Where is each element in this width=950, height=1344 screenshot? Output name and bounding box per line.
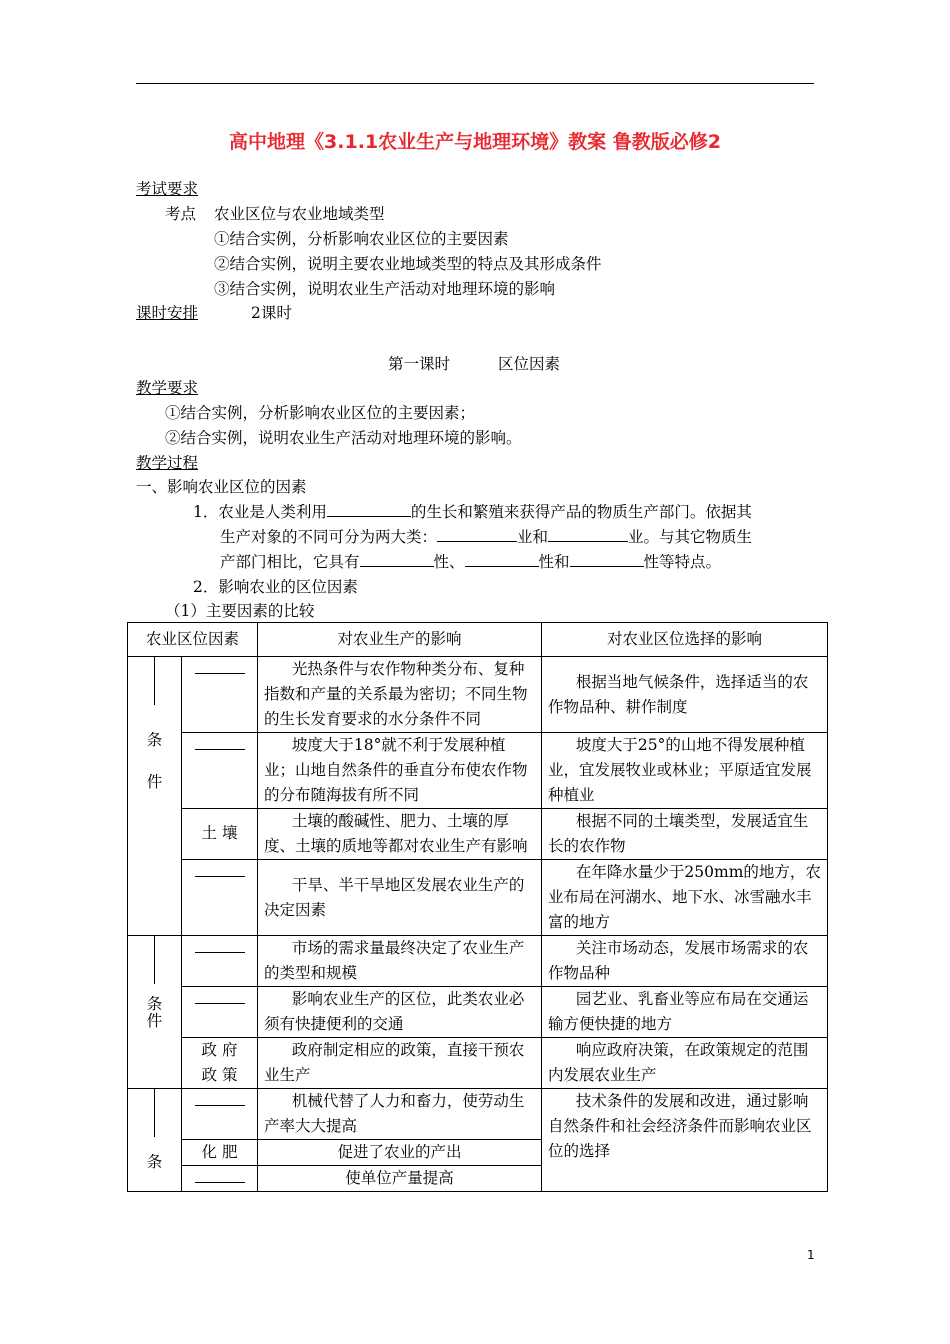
fill-blank [195, 737, 245, 750]
choice-cell: 园艺业、乳畜业等应布局在交通运输方便快捷的地方 [542, 987, 828, 1038]
factor-cell [182, 1038, 258, 1089]
text-segment: 业和 [517, 528, 549, 546]
paragraph-line: （1）主要因素的比较 [165, 602, 315, 620]
factor-cell: 化 肥 [182, 1140, 258, 1166]
column-header: 对农业区位选择的影响 [542, 623, 828, 657]
group-label-cell [128, 1089, 182, 1192]
lesson-title: 第一课时 [388, 355, 451, 373]
group-label-cell [128, 936, 182, 1089]
fill-blank [154, 936, 155, 984]
choice-cell: 根据当地气候条件，选择适当的农作物品种、耕作制度 [542, 657, 828, 733]
fill-blank [195, 991, 245, 1004]
exam-heading: 考试要求 [136, 180, 199, 198]
schedule-value: 2课时 [251, 304, 292, 322]
schedule-heading: 课时安排 [136, 304, 199, 322]
table-row [128, 657, 828, 733]
group-label: 件 [146, 773, 163, 791]
effect-cell: 光热条件与农作物种类分布、复种指数和产量的关系最为密切；不同生物的生长发育要求的水分条件不同 [258, 657, 542, 733]
lesson-subtitle: 区位因素 [498, 355, 561, 373]
factor-cell [182, 987, 258, 1038]
group-label-cell [128, 657, 182, 936]
factor-cell [182, 1089, 258, 1140]
factor-cell [182, 1166, 258, 1192]
fill-blank [465, 552, 539, 567]
factor-cell [182, 733, 258, 809]
paragraph-line: 2．影响农业的区位因素 [193, 578, 358, 596]
teaching-heading: 教学要求 [136, 379, 199, 397]
fill-blank [327, 502, 411, 517]
exam-item: ①结合实例，分析影响农业区位的主要因素 [214, 230, 509, 248]
paragraph-line [193, 500, 752, 522]
table-row [128, 860, 828, 936]
table-row [128, 987, 828, 1038]
effect-cell: 土壤的酸碱性、肥力、土壤的厚度、土壤的质地等都对农业生产有影响 [258, 809, 542, 860]
process-heading: 教学过程 [136, 454, 199, 472]
table-row [128, 809, 828, 860]
fill-blank [154, 657, 155, 705]
choice-cell: 在年降水量少于250mm的地方，农业布局在河湖水、地下水、冰雪融水丰富的地方 [542, 860, 828, 936]
section-heading: 一、影响农业区位的因素 [136, 478, 307, 496]
fill-blank [195, 940, 245, 953]
fill-blank [195, 864, 245, 877]
table-row [128, 1089, 828, 1140]
effect-cell: 使单位产量提高 [258, 1166, 542, 1192]
fill-blank [437, 527, 517, 542]
effect-cell: 政府制定相应的政策，直接干预农业生产 [258, 1038, 542, 1089]
choice-cell: 根据不同的土壤类型，发展适宜生长的农作物 [542, 809, 828, 860]
group-label: 条 [146, 1153, 163, 1171]
choice-cell: 关注市场动态，发展市场需求的农作物品种 [542, 936, 828, 987]
fill-blank [195, 1093, 245, 1106]
teaching-item: ②结合实例，说明农业生产活动对地理环境的影响。 [165, 429, 522, 447]
effect-cell: 机械代替了人力和畜力，使劳动生产率大大提高 [258, 1089, 542, 1140]
text-segment: 业。与其它物质生 [628, 528, 753, 546]
group-label: 条 [146, 995, 163, 1013]
text-segment: 性等特点。 [643, 553, 722, 571]
factor-comparison-table [127, 622, 828, 1192]
page-number: 1 [807, 1248, 815, 1262]
factor-cell [182, 936, 258, 987]
factor-label: 政 府 [201, 1041, 238, 1059]
fill-blank [360, 552, 434, 567]
effect-cell: 市场的需求量最终决定了农业生产的类型和规模 [258, 936, 542, 987]
effect-cell: 促进了农业的产出 [258, 1140, 542, 1166]
fill-blank [570, 552, 644, 567]
table-header-row [128, 623, 828, 657]
choice-cell: 响应政府决策，在政策规定的范围内发展农业生产 [542, 1038, 828, 1089]
factor-label: 政 策 [201, 1066, 238, 1084]
text-segment: 性和 [538, 553, 570, 571]
effect-cell: 干旱、半干旱地区发展农业生产的决定因素 [258, 860, 542, 936]
table-row [128, 936, 828, 987]
factor-cell [182, 860, 258, 936]
header-rule [136, 83, 814, 84]
text-segment: 生产对象的不同可分为两大类： [220, 528, 438, 546]
fill-blank [154, 1089, 155, 1137]
teaching-item: ①结合实例，分析影响农业区位的主要因素； [165, 404, 476, 422]
exam-point-label: 考点 [165, 205, 197, 223]
exam-point: 农业区位与农业地域类型 [214, 205, 385, 223]
fill-blank [548, 527, 628, 542]
choice-cell: 坡度大于25°的山地不得发展种植业，宜发展牧业或林业；平原适宜发展种植业 [542, 733, 828, 809]
text-segment: 1．农业是人类利用 [193, 503, 327, 521]
column-header: 对农业生产的影响 [258, 623, 542, 657]
fill-blank [195, 661, 245, 674]
group-label: 件 [146, 1012, 163, 1030]
exam-item: ②结合实例，说明主要农业地域类型的特点及其形成条件 [214, 255, 602, 273]
fill-blank [195, 1170, 245, 1183]
paragraph-line [220, 525, 752, 547]
column-header: 农业区位因素 [128, 623, 258, 657]
effect-cell: 影响农业生产的区位，此类农业必须有快捷便利的交通 [258, 987, 542, 1038]
choice-cell: 技术条件的发展和改进，通过影响自然条件和社会经济条件而影响农业区位的选择 [542, 1089, 828, 1192]
document-title: 高中地理《3.1.1农业生产与地理环境》教案 鲁教版必修2 [229, 131, 721, 153]
effect-cell: 坡度大于18°就不利于发展种植业；山地自然条件的垂直分布使农作物的分布随海拔有所不同 [258, 733, 542, 809]
table-row [128, 733, 828, 809]
text-segment: 的生长和繁殖来获得产品的物质生产部门。依据其 [410, 503, 752, 521]
text-segment: 产部门相比，它具有 [220, 553, 360, 571]
group-label: 条 [146, 731, 163, 749]
text-segment: 性、 [433, 553, 465, 571]
table-row [128, 1038, 828, 1089]
factor-cell: 土 壤 [182, 809, 258, 860]
paragraph-line [220, 550, 721, 572]
exam-item: ③结合实例，说明农业生产活动对地理环境的影响 [214, 280, 556, 298]
factor-cell [182, 657, 258, 733]
